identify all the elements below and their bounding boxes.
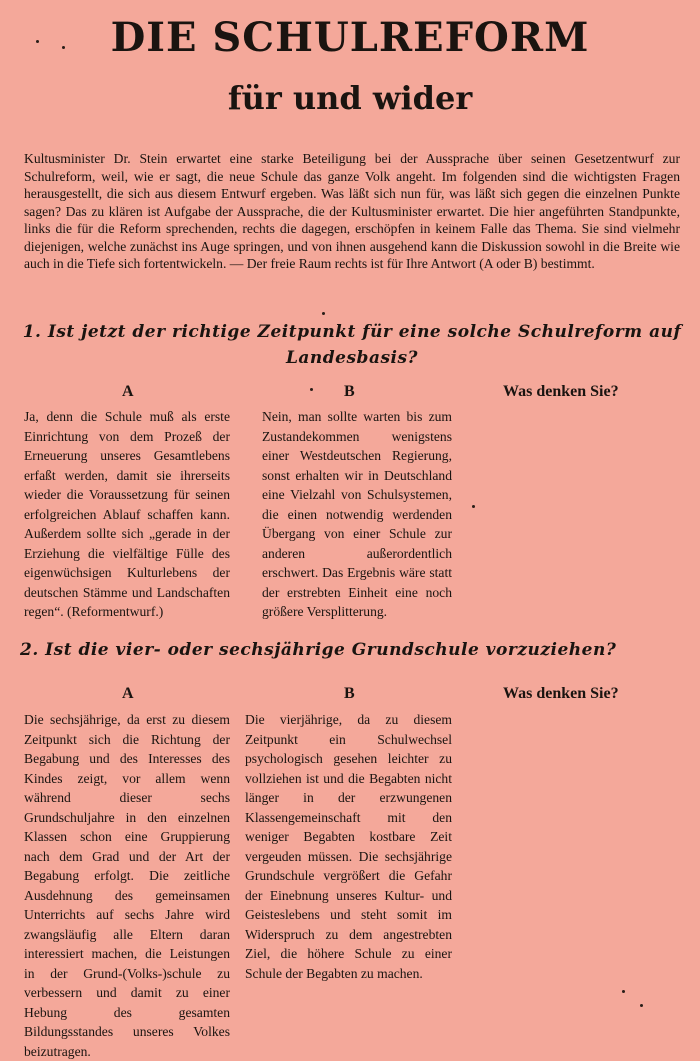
question-2-label-b: B	[344, 685, 355, 702]
question-1-title: 1. Ist jetzt der richtige Zeitpunkt für eine solche Schulreform auf Landesbasis?	[22, 322, 682, 368]
question-2-text-a: Die sechsjährige, da erst zu diesem Zeitpunkt sich die Richtung der Begabung und des Interesses des Kindes zeigt, vor allem wenn während dieser sechs Grundschuljahre in den einzelnen Klassen schon eine Gruppierung nach dem Grad und der Art der Begabung erfolgt. Die zeitliche Ausdehnung des gemeinsamen Unterrichts auf sechs Jahre wird zwangsläufig alle Eltern daran interessiert machen, die Leistungen in der Grund-(Volks-)schule zu verbessern und damit zu einer Hebung des gesamten Bildungsstandes unseres Volkes beizutragen.	[24, 712, 230, 1059]
page-title: DIE SCHULREFORM	[110, 14, 590, 61]
print-speck	[62, 46, 65, 49]
print-speck	[36, 40, 39, 43]
print-speck	[322, 312, 325, 315]
question-2-text-b: Die vierjährige, da zu diesem Zeitpunkt ein Schulwechsel psychologisch gesehen leichter zu vollziehen ist und die Begabten nicht länger in der erzwungenen Klassengemeinschaft mit den weniger Begabten kostbare Zeit vergeuden müssen. Die sechsjährige Grundschule vergrößert die Gefahr der Einebnung unseres Kultur- und Geisteslebens und steht somit im Widerspruch zu dem angestrebten Ziel, die höhere Schule zu einer Schule der Begabten zu machen.	[245, 712, 452, 981]
question-2-label-a: A	[122, 685, 134, 702]
question-1-text-b: Nein, man sollte warten bis zum Zustandekommen wenigstens einer Westdeutschen Regierung, sonst erhalten wir in Deutschland eine Vielzahl von Schulsystemen, die einen notwendig werdenden Übergang von einer Schule zur anderen außerordentlich erschwert. Das Ergebnis wäre statt der erstrebten Einheit eine noch größere Versplitterung.	[262, 409, 452, 619]
page-subtitle: für und wider	[227, 79, 473, 117]
print-speck	[310, 388, 313, 391]
question-1-label-b: B	[344, 383, 355, 400]
print-speck	[472, 505, 475, 508]
question-1-text-a: Ja, denn die Schule muß als erste Einrichtung von dem Prozeß der Erneuerung unseres Gesamtlebens erfaßt werden, damit sie ihrerseits wieder die Voraussetzung für seinen erfolgreichen Ablauf schaffen kann. Außerdem sollte sich „gerade in der Erziehung die vielfältige Fülle des eigenwüchsigen Kulturlebens der deutschen Stämme und Landschaften regen“. (Reformentwurf.)	[24, 409, 230, 619]
question-1-label-a: A	[122, 383, 134, 400]
question-1-answer-label: Was denken Sie?	[503, 383, 619, 400]
question-2-answer-label: Was denken Sie?	[503, 685, 619, 702]
intro-paragraph: Kultusminister Dr. Stein erwartet eine starke Beteiligung bei der Aussprache über seinen Gesetzentwurf zur Schulreform, weil, wie er sagt, die neue Schule das ganze Volk angeht. Im folgenden sind die wichtigsten Fragen herausgestellt, die sich aus diesem Entwurf ergeben. Was läßt sich nun für, was läßt sich gegen die einzelnen Punkte sagen? Das zu klären ist Aufgabe der Aussprache, die der Kultusminister erwartet. Die hier angeführten Standpunkte, links die für die Reform sprechenden, rechts die dagegen, erschöpfen in keinem Falle das Thema. Sie sind vielmehr diejenigen, welche zunächst ins Auge springen, und von ihnen ausgehend kann die Diskussion sowohl in die Breite wie auch in die Tiefe sich fortentwickeln. — Der freie Raum rechts ist für Ihre Antwort (A oder B) bestimmt.	[24, 151, 680, 271]
question-2-title: 2. Ist die vier- oder sechsjährige Grundschule vorzuziehen?	[20, 640, 617, 660]
print-speck	[640, 1004, 643, 1007]
print-speck	[622, 990, 625, 993]
